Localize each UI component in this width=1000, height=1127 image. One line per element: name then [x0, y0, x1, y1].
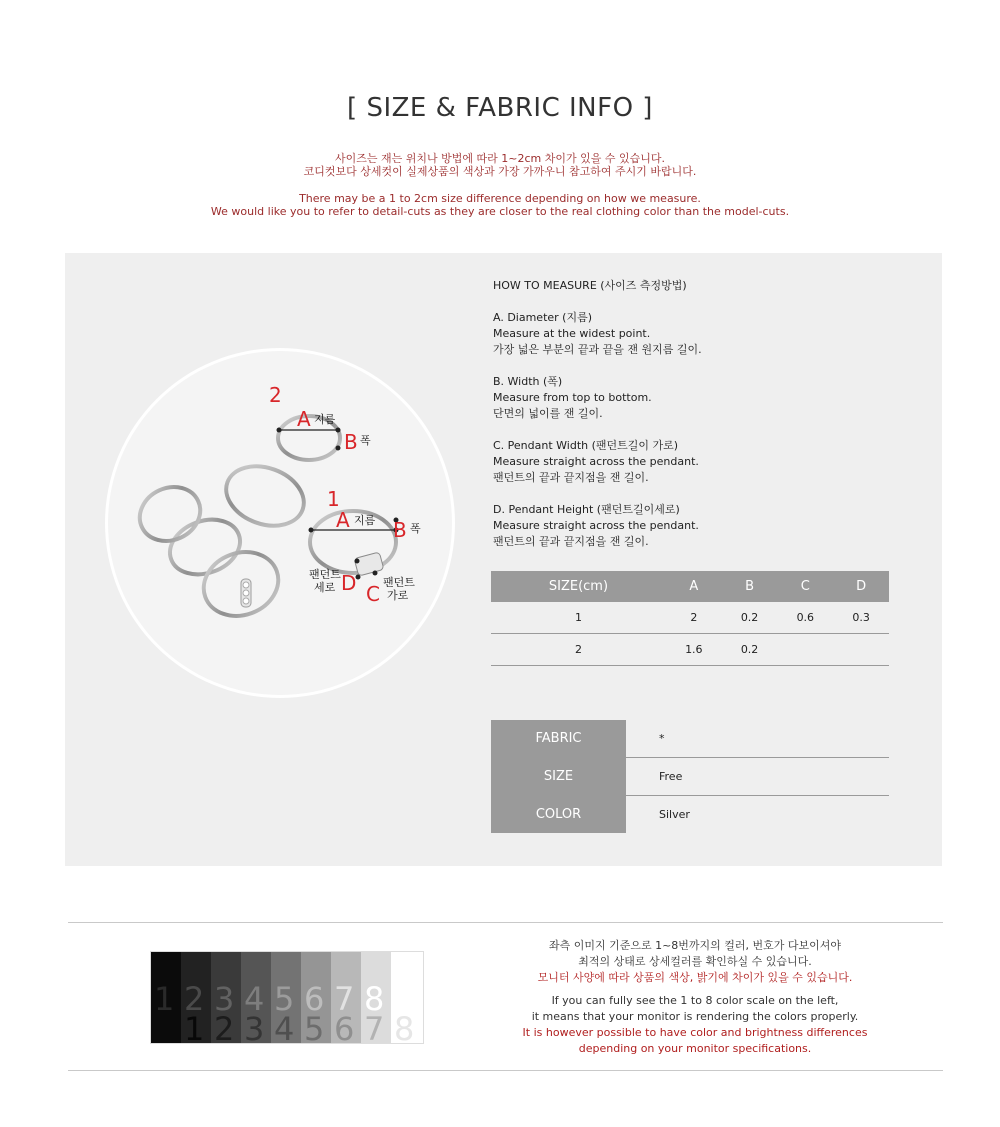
notice-en-2: We would like you to refer to detail-cuts as they are closer to the real clothing color than the model-cuts.	[210, 205, 790, 218]
notice-ko-2: 코디컷보다 상세컷이 실제상품의 색상과 가장 가까우니 참고하여 주시기 바랍니다.	[303, 165, 697, 178]
size-cell: 0.6	[777, 602, 833, 634]
size-header-cell: D	[833, 571, 889, 602]
scale-number-bottom: 7	[364, 1010, 385, 1043]
size-header-cell: A	[666, 571, 722, 602]
scale-number-bottom: 3	[244, 1010, 265, 1043]
size-table	[491, 571, 889, 666]
label-b-ring-2: B	[344, 430, 358, 454]
size-value: Free	[626, 758, 889, 796]
label-pendant-height-1: 팬던트	[309, 568, 341, 581]
notice-ko-1: 사이즈는 재는 위치나 방법에 따라 1~2cm 차이가 있을 수 있습니다.	[335, 152, 665, 165]
swatch-4	[241, 952, 271, 1043]
size-table-header	[491, 571, 889, 602]
label-a-ring-2: A	[297, 407, 311, 431]
scale-number-top: 8	[364, 980, 385, 1018]
monitor-notice-en-3: It is however possible to have color and brightness differences	[522, 1026, 868, 1039]
label-c: C	[366, 582, 380, 606]
label-width-ring-2: 폭	[360, 434, 371, 447]
measure-c-ko: 팬던트의 끝과 끝지점을 잰 길이.	[493, 471, 649, 484]
label-b-ring-1: B	[393, 518, 407, 542]
monitor-notice-en-2: it means that your monitor is rendering the colors properly.	[531, 1010, 859, 1023]
size-cell: 2	[666, 602, 722, 634]
measure-b-en: Measure from top to bottom.	[493, 391, 652, 404]
swatch-9	[391, 952, 423, 1043]
scale-number-top: 2	[184, 980, 205, 1018]
table-row	[491, 602, 889, 634]
label-diameter-ring-1: 지름	[354, 514, 376, 527]
ring-2-number: 2	[269, 383, 282, 407]
divider-bottom	[68, 1070, 943, 1071]
scale-number-top: 7	[334, 980, 355, 1018]
size-cell: 0.2	[722, 602, 778, 634]
fabric-row	[491, 720, 889, 758]
page-title: [ SIZE & FABRIC INFO ]	[347, 93, 653, 123]
scale-number-bottom: 5	[304, 1010, 325, 1043]
scale-number-top: 4	[244, 980, 265, 1018]
measure-b-title: B. Width (폭)	[493, 375, 563, 388]
scale-number-bottom: 1	[184, 1010, 205, 1043]
size-cell: 2	[491, 634, 666, 666]
label-pendant-width-2: 가로	[387, 589, 409, 602]
swatch-7	[331, 952, 361, 1043]
size-cell: 1	[491, 602, 666, 634]
swatch-1	[151, 952, 181, 1043]
fabric-value: *	[626, 720, 889, 758]
label-a-ring-1: A	[336, 508, 350, 532]
size-info-panel	[65, 253, 942, 866]
measure-a-en: Measure at the widest point.	[493, 327, 651, 340]
measure-b-ko: 단면의 넓이를 잰 길이.	[493, 407, 603, 420]
size-label: SIZE	[491, 758, 626, 796]
ring-1-number: 1	[327, 487, 340, 511]
color-value: Silver	[659, 808, 690, 821]
size-cell	[777, 634, 833, 666]
color-row	[491, 796, 889, 834]
measure-c-en: Measure straight across the pendant.	[493, 455, 699, 468]
product-photo	[108, 351, 452, 695]
how-to-measure-heading: HOW TO MEASURE (사이즈 측정방법)	[493, 279, 687, 292]
swatch-3	[211, 952, 241, 1043]
label-d: D	[341, 571, 357, 595]
size-cell: 0.2	[722, 634, 778, 666]
scale-number-bottom: 4	[274, 1010, 295, 1043]
label-pendant-width-1: 팬던트	[383, 576, 415, 589]
measure-d-title: D. Pendant Height (팬던트길이세로)	[493, 503, 680, 516]
size-cell	[833, 634, 889, 666]
label-width-ring-1: 폭	[410, 522, 421, 535]
measure-c-title: C. Pendant Width (팬던트길이 가로)	[493, 439, 679, 452]
size-cell: 1.6	[666, 634, 722, 666]
color-scale	[150, 951, 424, 1044]
monitor-notice-en-4: depending on your monitor specifications.	[578, 1042, 812, 1055]
monitor-notice-ko-1: 좌측 이미지 기준으로 1~8번까지의 컬러, 번호가 다보이셔야	[548, 939, 842, 952]
scale-number-bottom: 2	[214, 1010, 235, 1043]
label-diameter-ring-2: 지름	[314, 413, 336, 426]
swatch-6	[301, 952, 331, 1043]
size-header-cell: B	[722, 571, 778, 602]
scale-number-top: 5	[274, 980, 295, 1018]
swatch-2	[181, 952, 211, 1043]
measure-a-ko: 가장 넓은 부분의 끝과 끝을 잰 원지름 길이.	[493, 343, 702, 356]
divider-top	[68, 922, 943, 923]
measure-d-ko: 팬던트의 끝과 끝지점을 잰 길이.	[493, 535, 649, 548]
monitor-notice-en-1: If you can fully see the 1 to 8 color scale on the left,	[551, 994, 839, 1007]
table-row	[491, 634, 889, 666]
color-label: COLOR	[491, 796, 626, 834]
notice-en-1: There may be a 1 to 2cm size difference depending on how we measure.	[299, 192, 701, 205]
label-pendant-height-2: 세로	[314, 581, 336, 594]
scale-number-top: 3	[214, 980, 235, 1018]
measure-a-title: A. Diameter (지름)	[493, 311, 593, 324]
monitor-notice-ko-3: 모니터 사양에 따라 상품의 색상, 밝기에 차이가 있을 수 있습니다.	[537, 971, 853, 984]
swatch-8	[361, 952, 391, 1043]
monitor-notice-ko-2: 최적의 상태로 상세컬러를 확인하실 수 있습니다.	[578, 955, 812, 968]
size-row	[491, 758, 889, 796]
fabric-table	[491, 720, 889, 833]
size-header-cell: SIZE(cm)	[491, 571, 666, 602]
scale-number-bottom: 6	[334, 1010, 355, 1043]
fabric-label: FABRIC	[491, 720, 626, 758]
scale-number-top: 6	[304, 980, 325, 1018]
size-cell: 0.3	[833, 602, 889, 634]
scale-number-bottom: 8	[394, 1010, 415, 1043]
swatch-5	[271, 952, 301, 1043]
scale-number-top: 1	[154, 980, 175, 1018]
rings-illustration	[108, 351, 452, 695]
size-header-cell: C	[777, 571, 833, 602]
measure-d-en: Measure straight across the pendant.	[493, 519, 699, 532]
